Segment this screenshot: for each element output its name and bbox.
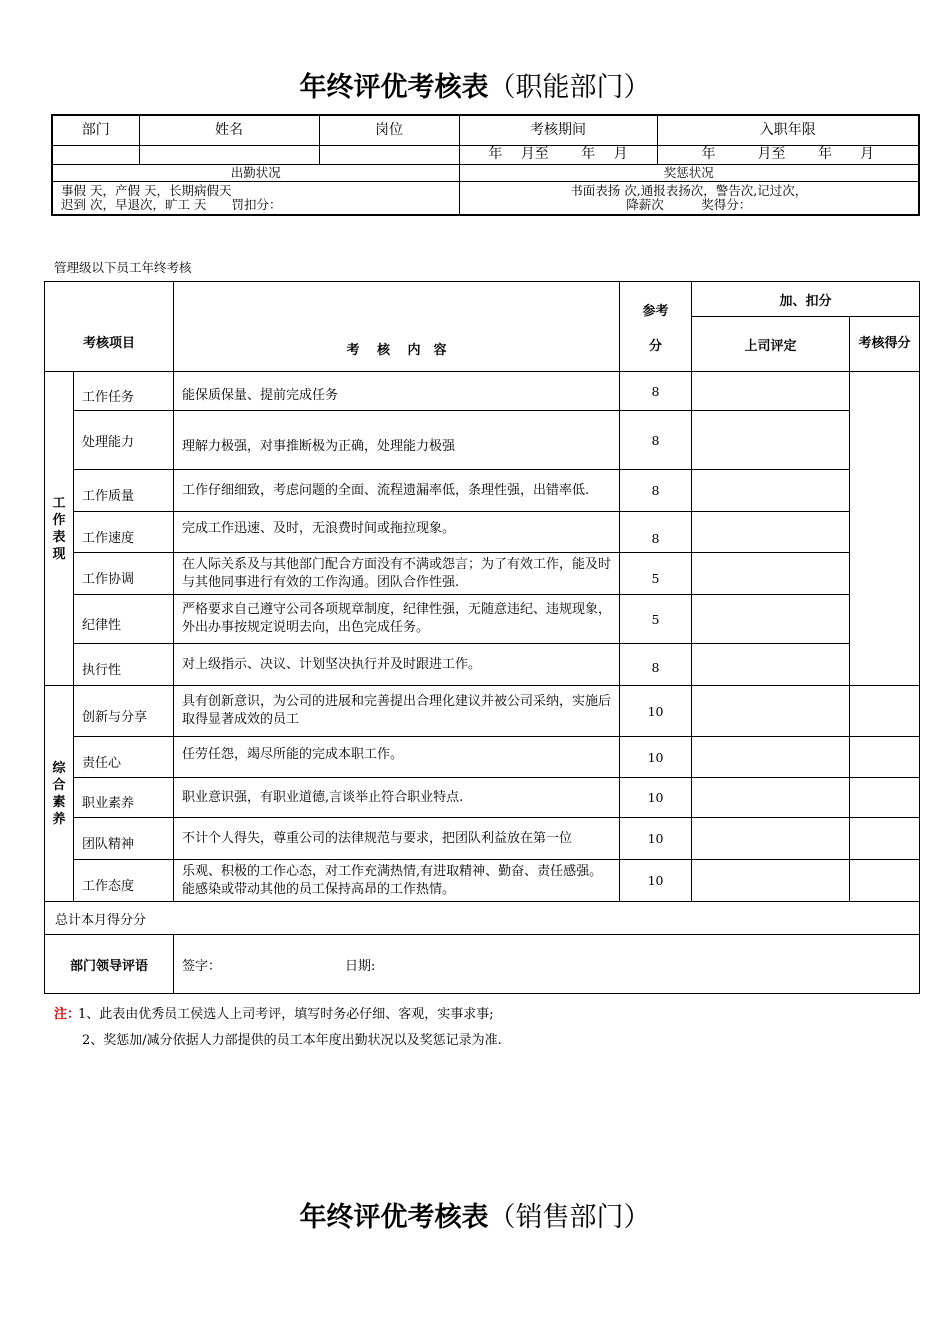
boss-score-input[interactable]	[692, 411, 850, 470]
ref-score: 10	[620, 686, 692, 737]
ref-score: 10	[620, 778, 692, 818]
item-name: 处理能力	[74, 411, 174, 470]
leader-comment-field[interactable]	[174, 935, 920, 994]
item-content: 完成工作迅速、及时，无浪费时间或拖拉现象。	[174, 512, 620, 553]
boss-score-input[interactable]	[692, 512, 850, 553]
item-content: 严格要求自己遵守公司各项规章制度，纪律性强，无随意违纪、违规现象，外出办事按规定说明去向，出色完成任务。	[174, 595, 620, 644]
category-quality	[45, 686, 74, 902]
attendance-line-1: 事假 天，产假 天，长期病假天	[61, 182, 232, 198]
final-score-input[interactable]	[850, 818, 920, 860]
header-adjust: 加、扣分	[692, 282, 920, 317]
note-colon: ：	[67, 1007, 81, 1022]
note-line-1	[54, 1002, 502, 1028]
reward-line-1: 书面表扬 次,通报表扬次，警告次,记过次，	[570, 182, 808, 198]
header-content: 考 核 内 容	[174, 282, 620, 372]
ref-score: 10	[620, 737, 692, 778]
title-sub: （职能部门）	[488, 72, 651, 103]
boss-score-input[interactable]	[692, 470, 850, 512]
category-performance	[45, 372, 74, 686]
second-page-title	[0, 1200, 950, 1236]
item-name: 执行性	[74, 644, 174, 686]
cat1-char: 表	[52, 529, 66, 545]
final-score-input[interactable]	[850, 778, 920, 818]
header-ref-score	[620, 282, 692, 372]
ref-score: 10	[620, 860, 692, 902]
ref-score: 5	[620, 595, 692, 644]
boss-score-input[interactable]	[692, 818, 850, 860]
boss-score-input[interactable]	[692, 372, 850, 411]
boss-score-input[interactable]	[692, 595, 850, 644]
note-line-2: 2、奖惩加/减分依据人力部提供的员工本年度出勤状况以及奖惩记录为准.	[82, 1033, 502, 1048]
note-prefix: 注	[54, 1007, 68, 1022]
cat1-char: 现	[52, 546, 66, 562]
header-dept: 部门	[52, 115, 139, 145]
info-table	[51, 114, 920, 216]
period-value-cell[interactable]: 年 月至 年 月	[459, 145, 657, 164]
item-content: 职业意识强，有职业道德,言谈举止符合职业特点.	[174, 778, 620, 818]
item-name: 工作速度	[74, 512, 174, 553]
item-name: 工作质量	[74, 470, 174, 512]
total-score-row[interactable]: 总计本月得分分	[45, 902, 920, 935]
ref-score: 8	[620, 411, 692, 470]
header-ref-line1: 参考	[642, 303, 669, 319]
item-content: 不计个人得失，尊重公司的法律规范与要求，把团队利益放在第一位	[174, 818, 620, 860]
title-sub: （销售部门）	[488, 1202, 651, 1233]
item-name: 责任心	[74, 737, 174, 778]
cat2-char: 合	[52, 777, 66, 793]
final-score-input[interactable]	[850, 860, 920, 902]
cat2-char: 综	[52, 760, 66, 776]
item-content: 对上级指示、决议、计划坚决执行并及时跟进工作。	[174, 644, 620, 686]
boss-score-input[interactable]	[692, 644, 850, 686]
tenure-value-cell[interactable]: 年 月至 年 月	[657, 145, 919, 164]
item-name: 工作态度	[74, 860, 174, 902]
title-main: 年终评优考核表	[299, 72, 489, 103]
attendance-line-2: 迟到 次，早退次，旷工 天 罚扣分：	[61, 196, 282, 212]
page-title	[0, 70, 950, 106]
cat1-char: 作	[52, 512, 66, 528]
header-name: 姓名	[139, 115, 319, 145]
item-content: 工作仔细细致，考虑问题的全面、流程遗漏率低，条理性强，出错率低.	[174, 470, 620, 512]
boss-score-input[interactable]	[692, 737, 850, 778]
attendance-label: 出勤状况	[52, 164, 459, 181]
position-value-cell[interactable]	[319, 145, 459, 164]
date-label: 日期:	[345, 958, 376, 974]
title-main: 年终评优考核表	[299, 1202, 489, 1233]
header-position: 岗位	[319, 115, 459, 145]
notes	[54, 1002, 502, 1054]
item-content: 理解力极强，对事推断极为正确，处理能力极强	[174, 411, 620, 470]
boss-score-input[interactable]	[692, 553, 850, 595]
ref-score: 8	[620, 372, 692, 411]
header-item: 考核项目	[45, 282, 174, 372]
item-name: 纪律性	[74, 595, 174, 644]
signature-label: 签字：	[182, 958, 222, 974]
item-name: 团队精神	[74, 818, 174, 860]
ref-score: 5	[620, 553, 692, 595]
item-content: 能保质保量、提前完成任务	[174, 372, 620, 411]
ref-score: 8	[620, 512, 692, 553]
note-text-1: 1、此表由优秀员工侯选人上司考评，填写时务必仔细、客观，实事求事;	[78, 1007, 494, 1022]
cat2-char: 养	[52, 811, 66, 827]
name-value-cell[interactable]	[139, 145, 319, 164]
item-name: 职业素养	[74, 778, 174, 818]
cat2-char: 素	[52, 794, 66, 810]
header-boss: 上司评定	[692, 317, 850, 372]
item-content: 乐观、积极的工作心态，对工作充满热情,有进取精神、勤奋、责任感强。能感染或带动其他的员工保持高昂的工作热情。	[174, 860, 620, 902]
item-content: 在人际关系及与其他部门配合方面没有不满或怨言；为了有效工作，能及时与其他同事进行有效的工作沟通。团队合作性强.	[174, 553, 620, 595]
item-name: 创新与分享	[74, 686, 174, 737]
item-name: 工作任务	[74, 372, 174, 411]
reward-label: 奖惩状况	[459, 164, 919, 181]
boss-score-input[interactable]	[692, 778, 850, 818]
final-score-input[interactable]	[850, 686, 920, 737]
ref-score: 8	[620, 644, 692, 686]
header-ref-line2: 分	[649, 338, 663, 354]
boss-score-input[interactable]	[692, 686, 850, 737]
header-final-score: 考核得分	[850, 317, 920, 372]
ref-score: 8	[620, 470, 692, 512]
reward-detail[interactable]	[459, 181, 919, 215]
header-tenure: 入职年限	[657, 115, 919, 145]
boss-score-input[interactable]	[692, 860, 850, 902]
evaluation-table	[44, 281, 920, 994]
final-score-performance[interactable]	[850, 372, 920, 686]
leader-comment-label: 部门领导评语	[45, 935, 174, 994]
reward-line-2: 降薪次 奖得分：	[626, 196, 752, 212]
table-caption: 管理级以下员工年终考核	[54, 260, 192, 275]
attendance-detail[interactable]	[52, 181, 459, 215]
cat1-char: 工	[52, 495, 66, 511]
ref-score: 10	[620, 818, 692, 860]
dept-value-cell[interactable]	[52, 145, 139, 164]
header-period: 考核期间	[459, 115, 657, 145]
item-content: 具有创新意识，为公司的进展和完善提出合理化建议并被公司采纳，实施后取得显著成效的员工	[174, 686, 620, 737]
item-content: 任劳任怨，竭尽所能的完成本职工作。	[174, 737, 620, 778]
final-score-input[interactable]	[850, 737, 920, 778]
item-name: 工作协调	[74, 553, 174, 595]
